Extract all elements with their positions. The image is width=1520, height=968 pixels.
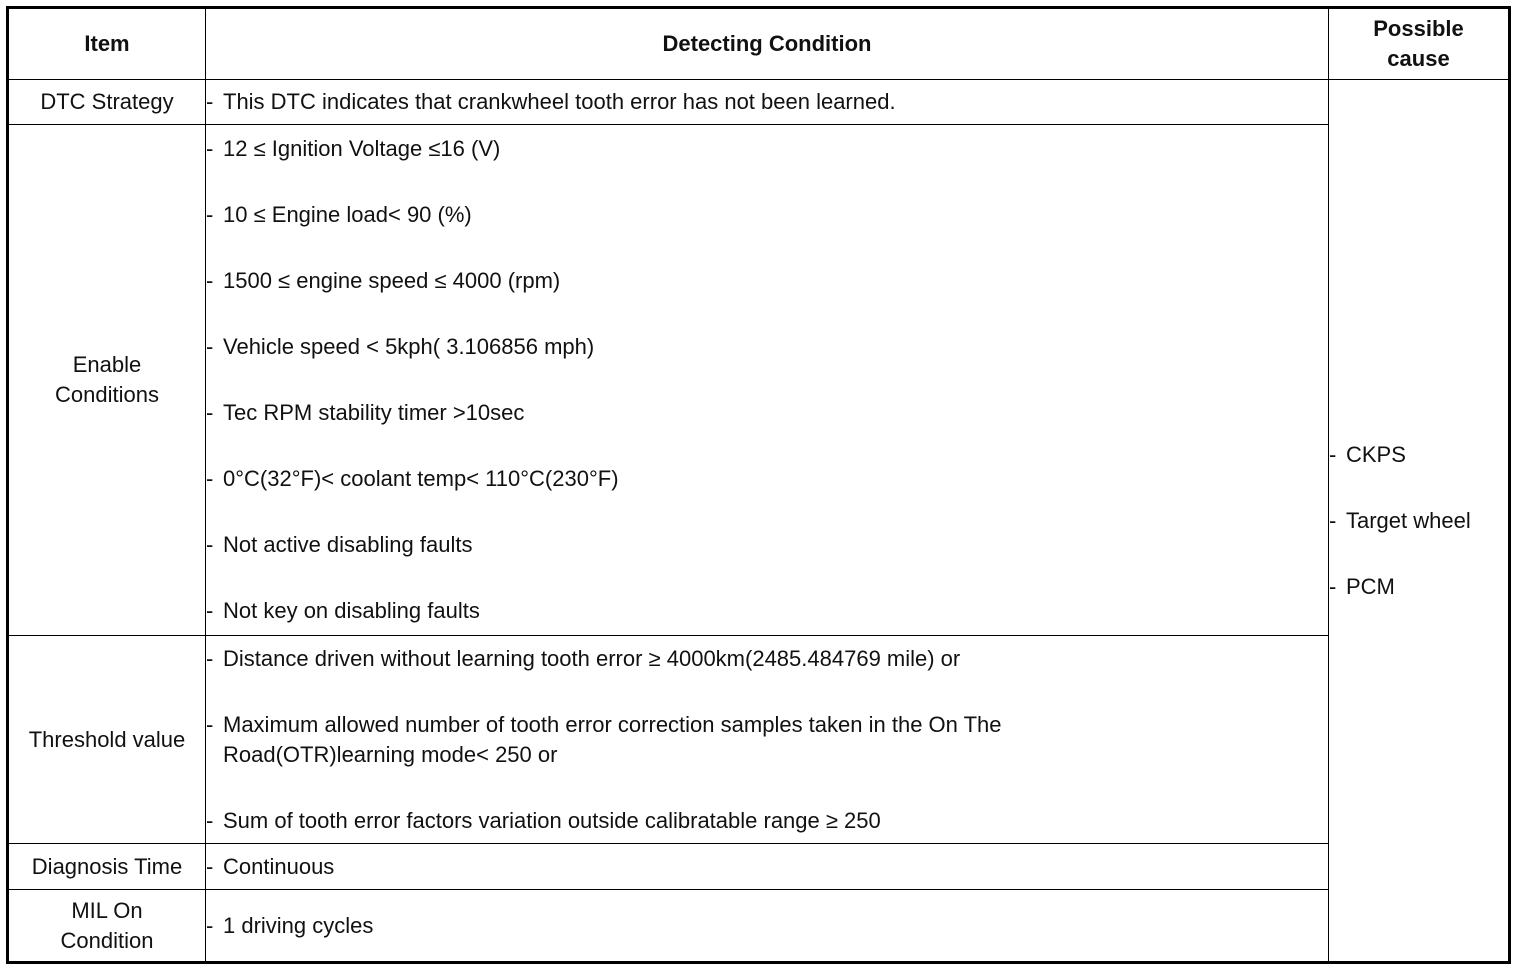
row-mil-on-condition bbox=[8, 890, 1510, 963]
condition-line: - Not key on disabling faults bbox=[206, 598, 480, 623]
cause-line: - Target wheel bbox=[1329, 507, 1471, 533]
header-detecting-condition: Detecting Condition bbox=[206, 8, 1329, 80]
condition-line: - 12 ≤ Ignition Voltage ≤16 (V) bbox=[206, 136, 501, 161]
header-item: Item bbox=[8, 8, 206, 80]
condition-line: - Sum of tooth error factors variation outside calibratable range ≥ 250 bbox=[206, 807, 881, 833]
dtc-table bbox=[6, 6, 1511, 964]
row-diagnosis-time bbox=[8, 844, 1510, 890]
condition-line: - This DTC indicates that crankwheel tooth error has not been learned. bbox=[206, 89, 896, 114]
item-cell: DTC Strategy bbox=[8, 80, 206, 125]
condition-line: - Vehicle speed < 5kph( 3.106856 mph) bbox=[206, 334, 595, 359]
condition-cell bbox=[206, 80, 1329, 125]
header-row bbox=[8, 8, 1510, 80]
cause-line: - PCM bbox=[1329, 573, 1395, 599]
condition-line: - 1 driving cycles bbox=[206, 912, 374, 938]
row-enable-conditions bbox=[8, 125, 1510, 636]
condition-line: - Maximum allowed number of tooth error correction samples taken in the On The Road(OTR)learning mode< 250 or bbox=[206, 711, 1002, 767]
condition-line: - Not active disabling faults bbox=[206, 532, 473, 557]
condition-line: - Tec RPM stability timer >10sec bbox=[206, 400, 525, 425]
item-cell: Threshold value bbox=[8, 636, 206, 844]
header-possible-cause: Possible cause bbox=[1329, 8, 1510, 80]
row-dtc-strategy bbox=[8, 80, 1510, 125]
condition-cell bbox=[206, 636, 1329, 844]
row-threshold-value bbox=[8, 636, 1510, 844]
item-cell: Enable Conditions bbox=[8, 125, 206, 636]
cause-line: - CKPS bbox=[1329, 441, 1406, 467]
condition-line: - 0°C(32°F)< coolant temp< 110°C(230°F) bbox=[206, 466, 619, 491]
item-cell: Diagnosis Time bbox=[8, 844, 206, 890]
condition-line: - 10 ≤ Engine load< 90 (%) bbox=[206, 202, 472, 227]
condition-line: - Continuous bbox=[206, 853, 335, 879]
condition-cell bbox=[206, 125, 1329, 636]
possible-cause-cell bbox=[1329, 80, 1510, 963]
item-cell: MIL On Condition bbox=[8, 890, 206, 963]
condition-line: - Distance driven without learning tooth error ≥ 4000km(2485.484769 mile) or bbox=[206, 645, 961, 671]
condition-cell bbox=[206, 844, 1329, 890]
condition-cell bbox=[206, 890, 1329, 963]
condition-line: - 1500 ≤ engine speed ≤ 4000 (rpm) bbox=[206, 268, 561, 293]
